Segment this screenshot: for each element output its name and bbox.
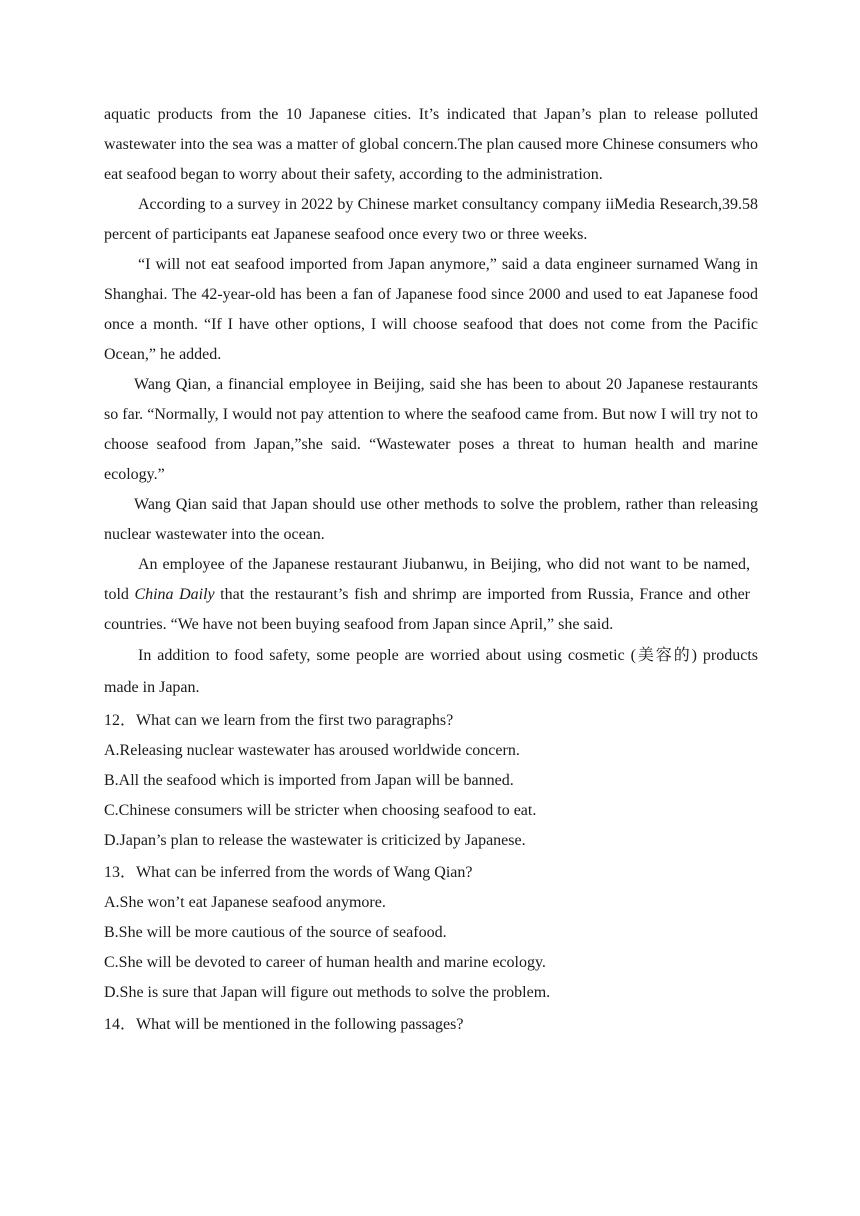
passage-paragraph-5: Wang Qian said that Japan should use other methods to solve the problem, rather than releasing nuclear wastewater into the ocean. xyxy=(104,496,758,543)
paragraph-6-text-end: that the restaurant’s fish and shrimp are imported from Russia, France and other countries. “We have not been buying seafood from Japan since April,” she said. xyxy=(104,586,751,633)
passage-paragraph-4: Wang Qian, a financial employee in Beijing, said she has been to about 20 Japanese restaurants so far. “Normally, I would not pay attention to where the seafood came from. But now I will try not to choose seafood from Japan,”she said. “Wastewater poses a threat to human health and marine ecology.” xyxy=(104,376,758,483)
question-13-stem: 13．What can be inferred from the words of Wang Qian? xyxy=(104,864,473,881)
question-12-stem: 12．What can we learn from the first two paragraphs? xyxy=(104,712,454,729)
question-12-option-c: C.Chinese consumers will be stricter when choosing seafood to eat. xyxy=(104,802,537,819)
question-13-option-c: C.She will be devoted to career of human health and marine ecology. xyxy=(104,954,546,971)
paragraph-6-text-start: An employee of the Japanese restaurant Jiubanwu, in Beijing, who did not want to be named, told xyxy=(104,556,750,603)
question-13-option-d: D.She is sure that Japan will figure out methods to solve the problem. xyxy=(104,984,551,1001)
question-12-option-a: A.Releasing nuclear wastewater has aroused worldwide concern. xyxy=(104,742,520,759)
question-14-stem: 14．What will be mentioned in the following passages? xyxy=(104,1016,464,1033)
question-13-option-b: B.She will be more cautious of the source of seafood. xyxy=(104,924,447,941)
question-12-option-d: D.Japan’s plan to release the wastewater is criticized by Japanese. xyxy=(104,832,526,849)
passage-paragraph-1: aquatic products from the 10 Japanese cities. It’s indicated that Japan’s plan to release polluted wastewater into the sea was a matter of global concern.The plan caused more Chinese consumers who eat seafood began to worry about their safety, according to the administration. xyxy=(104,106,758,183)
newspaper-title: China Daily xyxy=(134,586,215,603)
question-13-option-a: A.She won’t eat Japanese seafood anymore. xyxy=(104,894,386,911)
passage-paragraph-7: In addition to food safety, some people are worried about using cosmetic (美容的) products made in Japan. xyxy=(104,647,758,696)
passage-paragraph-6 xyxy=(104,550,758,640)
passage-paragraph-2: According to a survey in 2022 by Chinese market consultancy company iiMedia Research,39.58 percent of participants eat Japanese seafood once every two or three weeks. xyxy=(104,196,758,243)
question-12-option-b: B.All the seafood which is imported from Japan will be banned. xyxy=(104,772,514,789)
passage-paragraph-3: “I will not eat seafood imported from Japan anymore,” said a data engineer surnamed Wang in Shanghai. The 42-year-old has been a fan of Japanese food since 2000 and used to eat Japanese food once a month. “If I have other options, I will choose seafood that does not come from the Pacific Ocean,” he added. xyxy=(104,256,758,363)
document-page xyxy=(104,100,758,1040)
